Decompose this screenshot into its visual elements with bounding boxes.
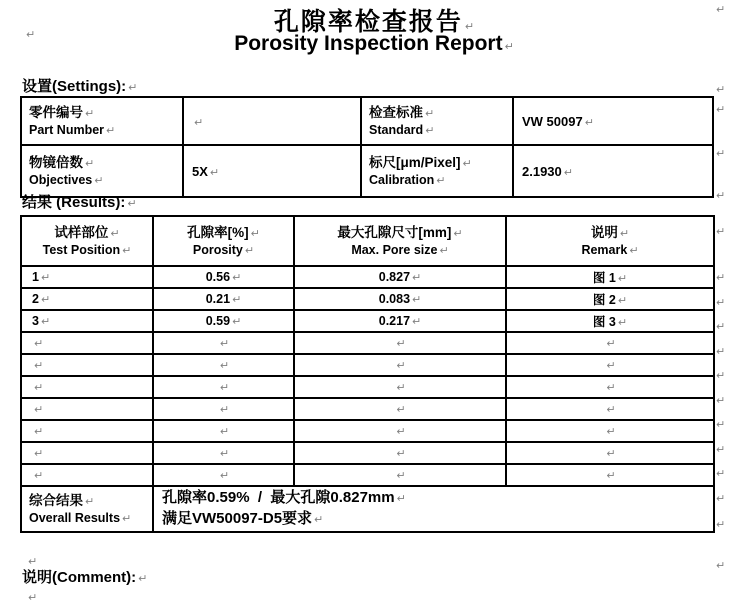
empty-cell <box>153 420 294 442</box>
result-row-3 <box>21 310 714 332</box>
paragraph-mark-icon <box>230 292 241 306</box>
paragraph-mark-icon <box>83 493 94 508</box>
standard-value-cell <box>513 97 713 145</box>
overall-results-label-cell <box>21 486 153 532</box>
label-text: Standard <box>369 123 424 137</box>
comment-heading-text: 说明(Comment): <box>22 569 137 586</box>
overall-results-row <box>21 486 714 532</box>
empty-cell <box>506 354 714 376</box>
paragraph-mark-icon <box>218 334 229 351</box>
paragraph-mark-icon <box>714 366 728 384</box>
part-number-label-cell <box>21 97 183 145</box>
label-text: 标尺[μm/Pixel] <box>369 155 461 170</box>
col-remark <box>506 216 714 266</box>
results-heading <box>22 191 137 212</box>
col-max-pore-size-cn <box>295 224 505 243</box>
paragraph-mark-icon <box>604 378 615 395</box>
paragraph-mark-icon <box>423 123 434 137</box>
overall-results-label-cn <box>29 492 145 511</box>
col-test-position-en <box>22 243 152 258</box>
objectives-value: 5X <box>192 163 208 179</box>
empty-cell <box>153 464 294 486</box>
paragraph-mark-icon <box>616 293 627 307</box>
remark-value: 图 2 <box>592 293 616 307</box>
empty-cell <box>153 376 294 398</box>
empty-cell <box>506 398 714 420</box>
paragraph-mark-icon <box>714 222 728 240</box>
empty-cell <box>21 332 153 354</box>
paragraph-mark-icon <box>714 293 728 311</box>
position-cell <box>21 310 153 332</box>
empty-row <box>21 464 714 486</box>
results-table <box>20 215 715 533</box>
paragraph-mark-icon <box>714 317 728 335</box>
label-text: Overall Results <box>29 511 121 525</box>
settings-table <box>20 96 714 198</box>
max-pore-value: 0.827 <box>378 270 411 284</box>
paragraph-mark-icon <box>461 155 472 170</box>
paragraph-mark-icon <box>604 400 615 417</box>
overall-results-line2 <box>162 509 713 530</box>
header-text: 最大孔隙尺寸[mm] <box>337 225 452 240</box>
col-test-position-cn <box>22 224 152 243</box>
empty-cell <box>294 398 506 420</box>
paragraph-mark-icon <box>394 466 405 483</box>
paragraph-mark-icon <box>616 271 627 285</box>
position-value: 3 <box>32 314 39 328</box>
paragraph-mark-icon <box>395 489 406 506</box>
paragraph-mark-icon <box>394 444 405 461</box>
paragraph-mark-icon <box>120 243 131 257</box>
overall-line1-text: 孔隙率0.59% / 最大孔隙0.827mm <box>162 489 395 506</box>
porosity-value: 0.56 <box>205 270 231 284</box>
result-row-1 <box>21 266 714 288</box>
empty-cell <box>506 442 714 464</box>
report-title-en-text: Porosity Inspection Report <box>234 32 503 55</box>
results-header-row <box>21 216 714 266</box>
empty-cell <box>21 464 153 486</box>
empty-cell <box>21 354 153 376</box>
max-pore-cell <box>294 310 506 332</box>
paragraph-mark-icon <box>410 292 421 306</box>
label-text: 检查标准 <box>369 105 423 120</box>
empty-cell <box>153 354 294 376</box>
paragraph-mark-icon <box>394 334 405 351</box>
col-max-pore-size-en <box>295 243 505 258</box>
paragraph-mark-icon <box>583 114 594 129</box>
porosity-cell <box>153 266 294 288</box>
paragraph-mark-icon <box>714 415 728 433</box>
paragraph-mark-icon <box>394 400 405 417</box>
position-cell <box>21 288 153 310</box>
empty-cell <box>294 332 506 354</box>
porosity-value: 0.21 <box>205 292 231 306</box>
paragraph-mark-icon <box>562 164 573 179</box>
paragraph-mark-icon <box>126 78 137 95</box>
header-text: Remark <box>581 243 628 257</box>
paragraph-mark-icon <box>26 552 40 570</box>
standard-label-en <box>369 123 505 138</box>
paragraph-mark-icon <box>604 466 615 483</box>
paragraph-mark-icon <box>218 378 229 395</box>
max-pore-value: 0.217 <box>378 314 411 328</box>
empty-cell <box>506 376 714 398</box>
paragraph-mark-icon <box>434 173 445 187</box>
empty-cell <box>506 464 714 486</box>
paragraph-mark-icon <box>218 400 229 417</box>
paragraph-mark-icon <box>437 243 448 257</box>
remark-value: 图 3 <box>592 315 616 329</box>
paragraph-mark-icon <box>32 356 43 373</box>
calibration-value: 2.1930 <box>522 163 562 179</box>
paragraph-mark-icon <box>604 444 615 461</box>
part-number-label-cn <box>29 104 175 123</box>
paragraph-mark-icon <box>394 422 405 439</box>
objectives-label-en <box>29 173 175 188</box>
porosity-cell <box>153 288 294 310</box>
paragraph-mark-icon <box>714 342 728 360</box>
header-text: 说明 <box>590 225 618 240</box>
col-porosity <box>153 216 294 266</box>
empty-cell <box>294 376 506 398</box>
paragraph-mark-icon <box>120 511 131 525</box>
porosity-cell <box>153 310 294 332</box>
empty-cell <box>21 398 153 420</box>
empty-cell <box>153 398 294 420</box>
label-text: Objectives <box>29 173 93 187</box>
paragraph-mark-icon <box>627 243 638 257</box>
settings-heading <box>22 75 137 96</box>
paragraph-mark-icon <box>218 422 229 439</box>
settings-row-1 <box>21 97 713 145</box>
max-pore-cell <box>294 266 506 288</box>
empty-row <box>21 442 714 464</box>
paragraph-mark-icon <box>92 173 103 187</box>
paragraph-mark-icon <box>394 356 405 373</box>
empty-cell <box>153 442 294 464</box>
max-pore-value: 0.083 <box>378 292 411 306</box>
paragraph-mark-icon <box>423 105 434 120</box>
empty-cell <box>294 354 506 376</box>
paragraph-mark-icon <box>136 569 147 586</box>
remark-cell <box>506 288 714 310</box>
paragraph-mark-icon <box>230 270 241 284</box>
remark-cell <box>506 266 714 288</box>
paragraph-mark-icon <box>410 270 421 284</box>
remark-value: 图 1 <box>592 271 616 285</box>
part-number-label-en <box>29 123 175 138</box>
settings-heading-text: 设置(Settings): <box>22 78 127 95</box>
paragraph-mark-icon <box>125 194 136 211</box>
paragraph-mark-icon <box>714 489 728 507</box>
header-text: 试样部位 <box>54 225 109 240</box>
remark-cell <box>506 310 714 332</box>
calibration-label-en <box>369 173 505 188</box>
paragraph-mark-icon <box>192 114 203 129</box>
paragraph-mark-icon <box>230 314 241 328</box>
paragraph-mark-icon <box>394 378 405 395</box>
paragraph-mark-icon <box>714 186 728 204</box>
label-text: 零件编号 <box>29 105 83 120</box>
overall-results-value-cell <box>153 486 714 532</box>
empty-row <box>21 332 714 354</box>
paragraph-mark-icon <box>714 391 728 409</box>
paragraph-mark-icon <box>714 0 728 18</box>
paragraph-mark-icon <box>26 588 40 600</box>
position-value: 2 <box>32 292 39 306</box>
empty-cell <box>506 332 714 354</box>
col-porosity-cn <box>154 224 293 243</box>
col-remark-en <box>507 243 713 258</box>
standard-label-cn <box>369 104 505 123</box>
empty-row <box>21 398 714 420</box>
paragraph-mark-icon <box>714 556 728 574</box>
overall-results-line1 <box>162 488 713 509</box>
position-value: 1 <box>32 270 39 284</box>
paragraph-mark-icon <box>108 225 119 240</box>
paragraph-mark-icon <box>32 444 43 461</box>
empty-row <box>21 420 714 442</box>
paragraph-mark-icon <box>616 315 627 329</box>
position-cell <box>21 266 153 288</box>
header-text: Max. Pore size <box>351 243 438 257</box>
paragraph-mark-icon <box>218 444 229 461</box>
empty-cell <box>153 332 294 354</box>
empty-cell <box>506 420 714 442</box>
empty-cell <box>294 464 506 486</box>
col-max-pore-size <box>294 216 506 266</box>
paragraph-mark-icon <box>604 422 615 439</box>
objectives-label-cn <box>29 154 175 173</box>
paragraph-mark-icon <box>83 155 94 170</box>
paragraph-mark-icon <box>451 225 462 240</box>
result-row-2 <box>21 288 714 310</box>
paragraph-mark-icon <box>32 466 43 483</box>
calibration-label-cn <box>369 154 505 173</box>
paragraph-mark-icon <box>24 25 38 43</box>
paragraph-mark-icon <box>208 164 219 179</box>
empty-cell <box>21 376 153 398</box>
paragraph-mark-icon <box>32 378 43 395</box>
max-pore-cell <box>294 288 506 310</box>
header-text: Porosity <box>192 243 243 257</box>
paragraph-mark-icon <box>83 105 94 120</box>
empty-cell <box>21 442 153 464</box>
calibration-label-cell <box>361 145 513 197</box>
paragraph-mark-icon <box>714 144 728 162</box>
comment-heading <box>22 566 147 587</box>
paragraph-mark-icon <box>39 270 50 284</box>
overall-line2-text: 满足VW50097-D5要求 <box>162 510 313 527</box>
porosity-value: 0.59 <box>205 314 231 328</box>
paragraph-mark-icon <box>714 268 728 286</box>
standard-value: VW 50097 <box>522 113 583 129</box>
paragraph-mark-icon <box>714 80 728 98</box>
paragraph-mark-icon <box>32 334 43 351</box>
paragraph-mark-icon <box>32 422 43 439</box>
paragraph-mark-icon <box>39 314 50 328</box>
report-title-en <box>0 32 748 56</box>
col-test-position <box>21 216 153 266</box>
calibration-value-cell <box>513 145 713 197</box>
empty-row <box>21 354 714 376</box>
paragraph-mark-icon <box>604 334 615 351</box>
paragraph-mark-icon <box>312 510 323 527</box>
header-text: Test Position <box>42 243 121 257</box>
report-title-cn-text: 孔隙率检查报告 <box>273 9 463 36</box>
empty-cell <box>21 420 153 442</box>
paragraph-mark-icon <box>410 314 421 328</box>
label-text: 综合结果 <box>29 493 83 508</box>
objectives-value-cell <box>183 145 361 197</box>
paragraph-mark-icon <box>218 466 229 483</box>
empty-cell <box>294 442 506 464</box>
paragraph-mark-icon <box>104 123 115 137</box>
header-text: 孔隙率[%] <box>187 225 249 240</box>
empty-cell <box>294 420 506 442</box>
standard-label-cell <box>361 97 513 145</box>
paragraph-mark-icon <box>32 400 43 417</box>
empty-row <box>21 376 714 398</box>
paragraph-mark-icon <box>714 464 728 482</box>
paragraph-mark-icon <box>249 225 260 240</box>
paragraph-mark-icon <box>714 100 728 118</box>
paragraph-mark-icon <box>503 32 514 55</box>
col-remark-cn <box>507 224 713 243</box>
paragraph-mark-icon <box>618 225 629 240</box>
overall-results-label-en <box>29 511 145 526</box>
part-number-value-cell <box>183 97 361 145</box>
paragraph-mark-icon <box>604 356 615 373</box>
label-text: Part Number <box>29 123 105 137</box>
paragraph-mark-icon <box>243 243 254 257</box>
results-heading-text: 结果 (Results): <box>22 194 126 211</box>
label-text: 物镜倍数 <box>29 155 83 170</box>
paragraph-mark-icon <box>714 515 728 533</box>
objectives-label-cell <box>21 145 183 197</box>
col-porosity-en <box>154 243 293 258</box>
settings-row-2 <box>21 145 713 197</box>
paragraph-mark-icon <box>218 356 229 373</box>
paragraph-mark-icon <box>39 292 50 306</box>
label-text: Calibration <box>369 173 435 187</box>
paragraph-mark-icon <box>714 440 728 458</box>
